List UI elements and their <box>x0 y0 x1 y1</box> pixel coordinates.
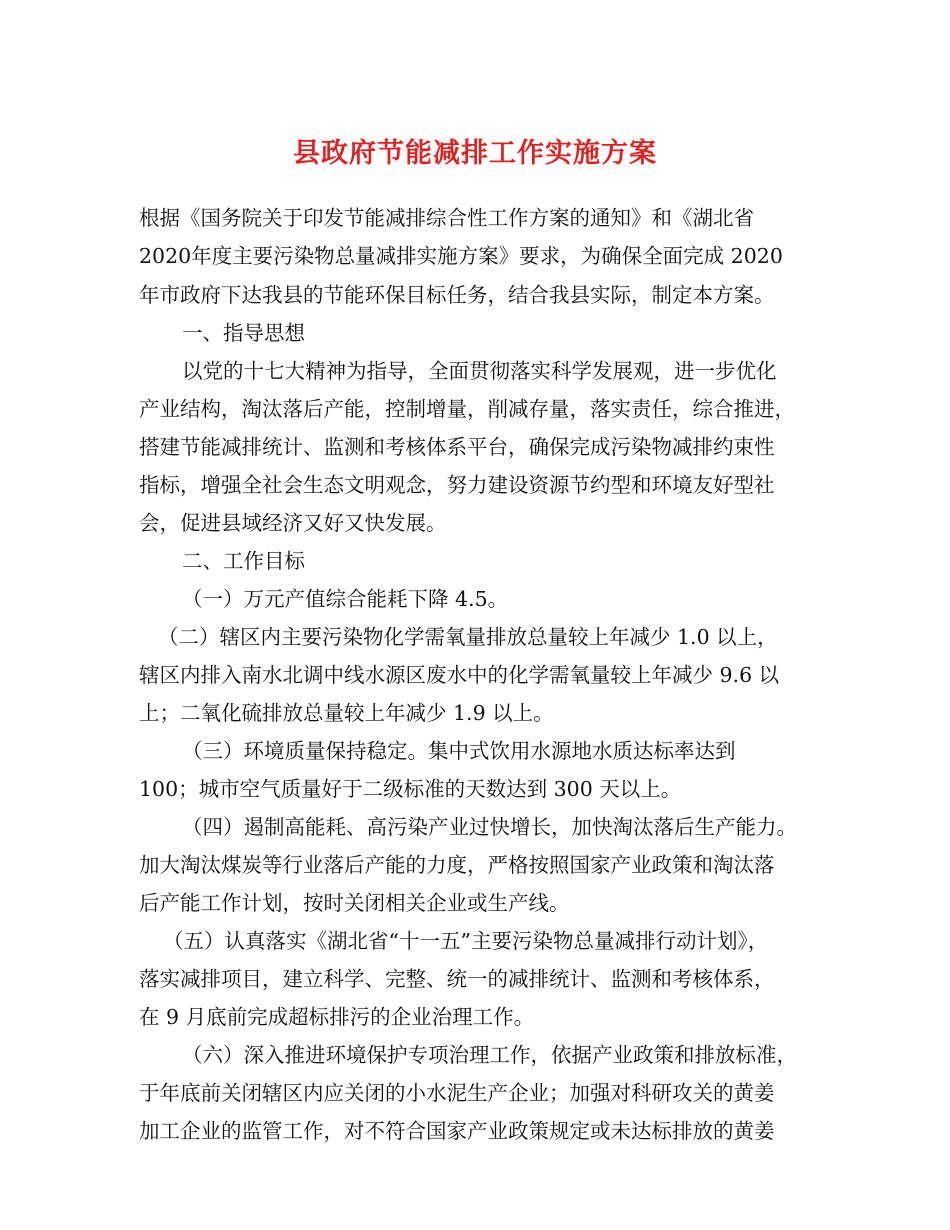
paragraph-line: （一）万元产值综合能耗下降 4.5。 <box>182 587 509 611</box>
paragraph-line: （二）辖区内主要污染物化学需氧量排放总量较上年减少 1.0 以上， <box>158 625 778 649</box>
paragraph-line: 在 9 月底前完成超标排污的企业治理工作。 <box>139 1005 535 1029</box>
paragraph-line: 以党的十七大精神为指导，全面贯彻落实科学发展观，进一步优化 <box>182 359 777 383</box>
document-title: 县政府节能减排工作实施方案 <box>293 138 657 169</box>
paragraph-line: 上；二氧化硫排放总量较上年减少 1.9 以上。 <box>139 701 554 725</box>
paragraph-line: 加工企业的监管工作，对不符合国家产业政策规定或未达标排放的黄姜 <box>139 1119 775 1143</box>
paragraph-line: 根据《国务院关于印发节能减排综合性工作方案的通知》和《湖北省 <box>139 206 754 230</box>
paragraph-line: 指标，增强全社会生态文明观念，努力建设资源节约型和环境友好型社 <box>139 473 775 497</box>
paragraph-line: （六）深入推进环境保护专项治理工作，依据产业政策和排放标准， <box>182 1043 797 1067</box>
paragraph-line: （四）遏制高能耗、高污染产业过快增长，加快淘汰落后生产能力。 <box>182 815 797 839</box>
section-heading: 二、工作目标 <box>182 549 305 573</box>
paragraph-line: 落实减排项目，建立科学、完整、统一的减排统计、监测和考核体系， <box>139 967 775 991</box>
paragraph-line: 搭建节能减排统计、监测和考核体系平台，确保完成污染物减排约束性 <box>139 435 775 459</box>
paragraph-line: 加大淘汰煤炭等行业落后产能的力度，严格按照国家产业政策和淘汰落 <box>139 853 775 877</box>
paragraph-line: 100；城市空气质量好于二级标准的天数达到 300 天以上。 <box>139 777 682 801</box>
paragraph-line: 辖区内排入南水北调中线水源区废水中的化学需氧量较上年减少 9.6 以 <box>139 663 780 687</box>
paragraph-line: 于年底前关闭辖区内应关闭的小水泥生产企业；加强对科研攻关的黄姜 <box>139 1081 775 1105</box>
paragraph-line: 2020年度主要污染物总量减排实施方案》要求，为确保全面完成 2020 <box>139 244 783 268</box>
paragraph-line: 会，促进县域经济又好又快发展。 <box>139 511 447 535</box>
paragraph-line: 年市政府下达我县的节能环保目标任务，结合我县实际，制定本方案。 <box>139 283 775 307</box>
paragraph-line: （五）认真落实《湖北省“十一五”主要污染物总量减排行动计划》， <box>163 929 769 953</box>
paragraph-line: 后产能工作计划，按时关闭相关企业或生产线。 <box>139 891 570 915</box>
paragraph-line: 产业结构，淘汰落后产能，控制增量，削减存量，落实责任，综合推进， <box>139 397 795 421</box>
paragraph-line: （三）环境质量保持稳定。集中式饮用水源地水质达标率达到 <box>182 739 736 763</box>
section-heading: 一、指导思想 <box>182 321 305 345</box>
